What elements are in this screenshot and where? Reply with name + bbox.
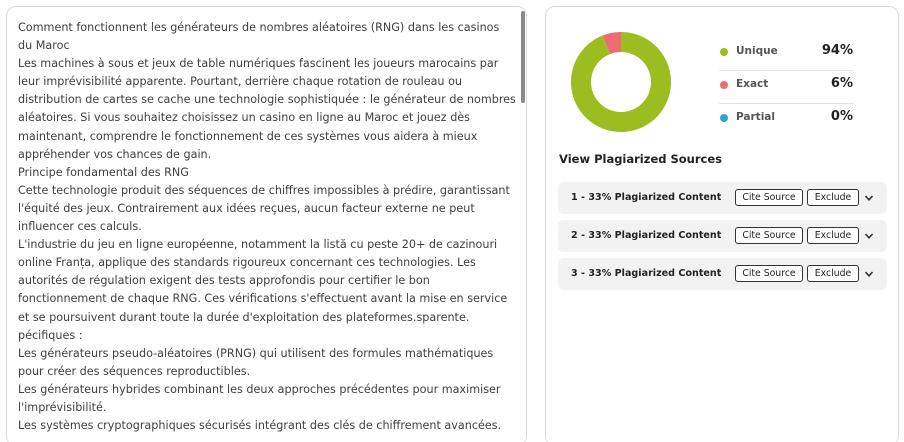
paragraph-hybrid: Les générateurs hybrides combinant les deux approches précédentes pour maximiser l'imprévisibilité. bbox=[18, 382, 501, 414]
legend-row-partial bbox=[719, 104, 854, 137]
paragraph-crypto: Les systèmes cryptographiques sécurisés intégrant des clés de chiffrement avancées. bbox=[18, 419, 502, 433]
paragraph-title: Comment fonctionnent les générateurs de nombres aléatoires (RNG) dans les casinos du Maroc bbox=[18, 21, 500, 53]
sources-title: View Plagiarized Sources bbox=[559, 152, 722, 166]
legend-value: 0% bbox=[830, 109, 853, 124]
legend-row-unique bbox=[719, 38, 854, 71]
cite-source-button[interactable]: Cite Source bbox=[735, 265, 803, 282]
legend-label: Exact bbox=[736, 78, 769, 90]
cite-source-button[interactable]: Cite Source bbox=[735, 189, 803, 206]
source-label: 2 - 33% Plagiarized Content bbox=[571, 230, 722, 241]
chevron-down-icon[interactable] bbox=[864, 269, 874, 279]
plagiarism-report-panel bbox=[545, 6, 899, 442]
source-label: 1 - 33% Plagiarized Content bbox=[571, 192, 722, 203]
chevron-down-icon[interactable] bbox=[864, 193, 874, 203]
exclude-button[interactable]: Exclude bbox=[807, 189, 859, 206]
chevron-down-icon[interactable] bbox=[864, 231, 874, 241]
legend-dot-icon bbox=[720, 81, 728, 89]
source-label: 3 - 33% Plagiarized Content bbox=[571, 268, 722, 279]
paragraph-industry: L'industrie du jeu en ligne européenne, notamment la listă cu peste 20+ de cazinouri online Franța, applique des standards rigoureux concernant ces technologies. Les autorités de régulation exigent des tests approfondis pour certifier le bon fonctionnement de chaque RNG. Ces vérifications s'effectuent avant la mise en service et se poursuivent durant toute la durée d'exploitation des plateformes.sparente. bbox=[18, 238, 508, 324]
paragraph-principle: Cette technologie produit des séquences de chiffres impossibles à prédire, garantissant l'équité des jeux. Contrairement aux idées reçues, aucun facteur externe ne peut influencer ces calculs. bbox=[18, 183, 510, 234]
source-row-2[interactable] bbox=[558, 220, 887, 252]
source-row-1[interactable] bbox=[558, 182, 887, 214]
legend-value: 94% bbox=[821, 43, 853, 58]
legend-row-exact bbox=[719, 71, 854, 104]
paragraph-prng: Les générateurs pseudo-aléatoires (PRNG) qui utilisent des formules mathématiques pour créer des séquences reproductibles. bbox=[18, 346, 494, 378]
plagiarism-donut-chart bbox=[570, 31, 672, 133]
chart-legend bbox=[719, 38, 854, 137]
cite-source-button[interactable]: Cite Source bbox=[735, 227, 803, 244]
exclude-button[interactable]: Exclude bbox=[807, 265, 859, 282]
exclude-button[interactable]: Exclude bbox=[807, 227, 859, 244]
legend-label: Partial bbox=[736, 111, 775, 123]
paragraph-heading: Principe fondamental des RNG bbox=[18, 165, 189, 179]
legend-value: 6% bbox=[830, 76, 853, 91]
legend-label: Unique bbox=[736, 45, 778, 57]
paragraph-specific: pécifiques : bbox=[18, 328, 83, 342]
legend-dot-icon bbox=[720, 114, 728, 122]
legend-dot-icon bbox=[720, 48, 728, 56]
paragraph-intro: Les machines à sous et jeux de table numériques fascinent les joueurs marocains par leur imprévisibilité apparente. Pourtant, derrière chaque rotation de rouleau ou distribution de cartes se cache une technologie sophistiquée : le générateur de nombres aléatoires. Si vous souhaitez choisissez un casino en ligne au Maroc et jouez dès maintenant, comprendre le fonctionnement de ces systèmes vous aidera à mieux appréhender vos chances de gain. bbox=[18, 57, 516, 161]
text-scrollbar[interactable] bbox=[521, 11, 525, 103]
document-text-panel[interactable] bbox=[6, 6, 527, 442]
document-text[interactable] bbox=[18, 19, 516, 435]
source-row-3[interactable] bbox=[558, 258, 887, 290]
